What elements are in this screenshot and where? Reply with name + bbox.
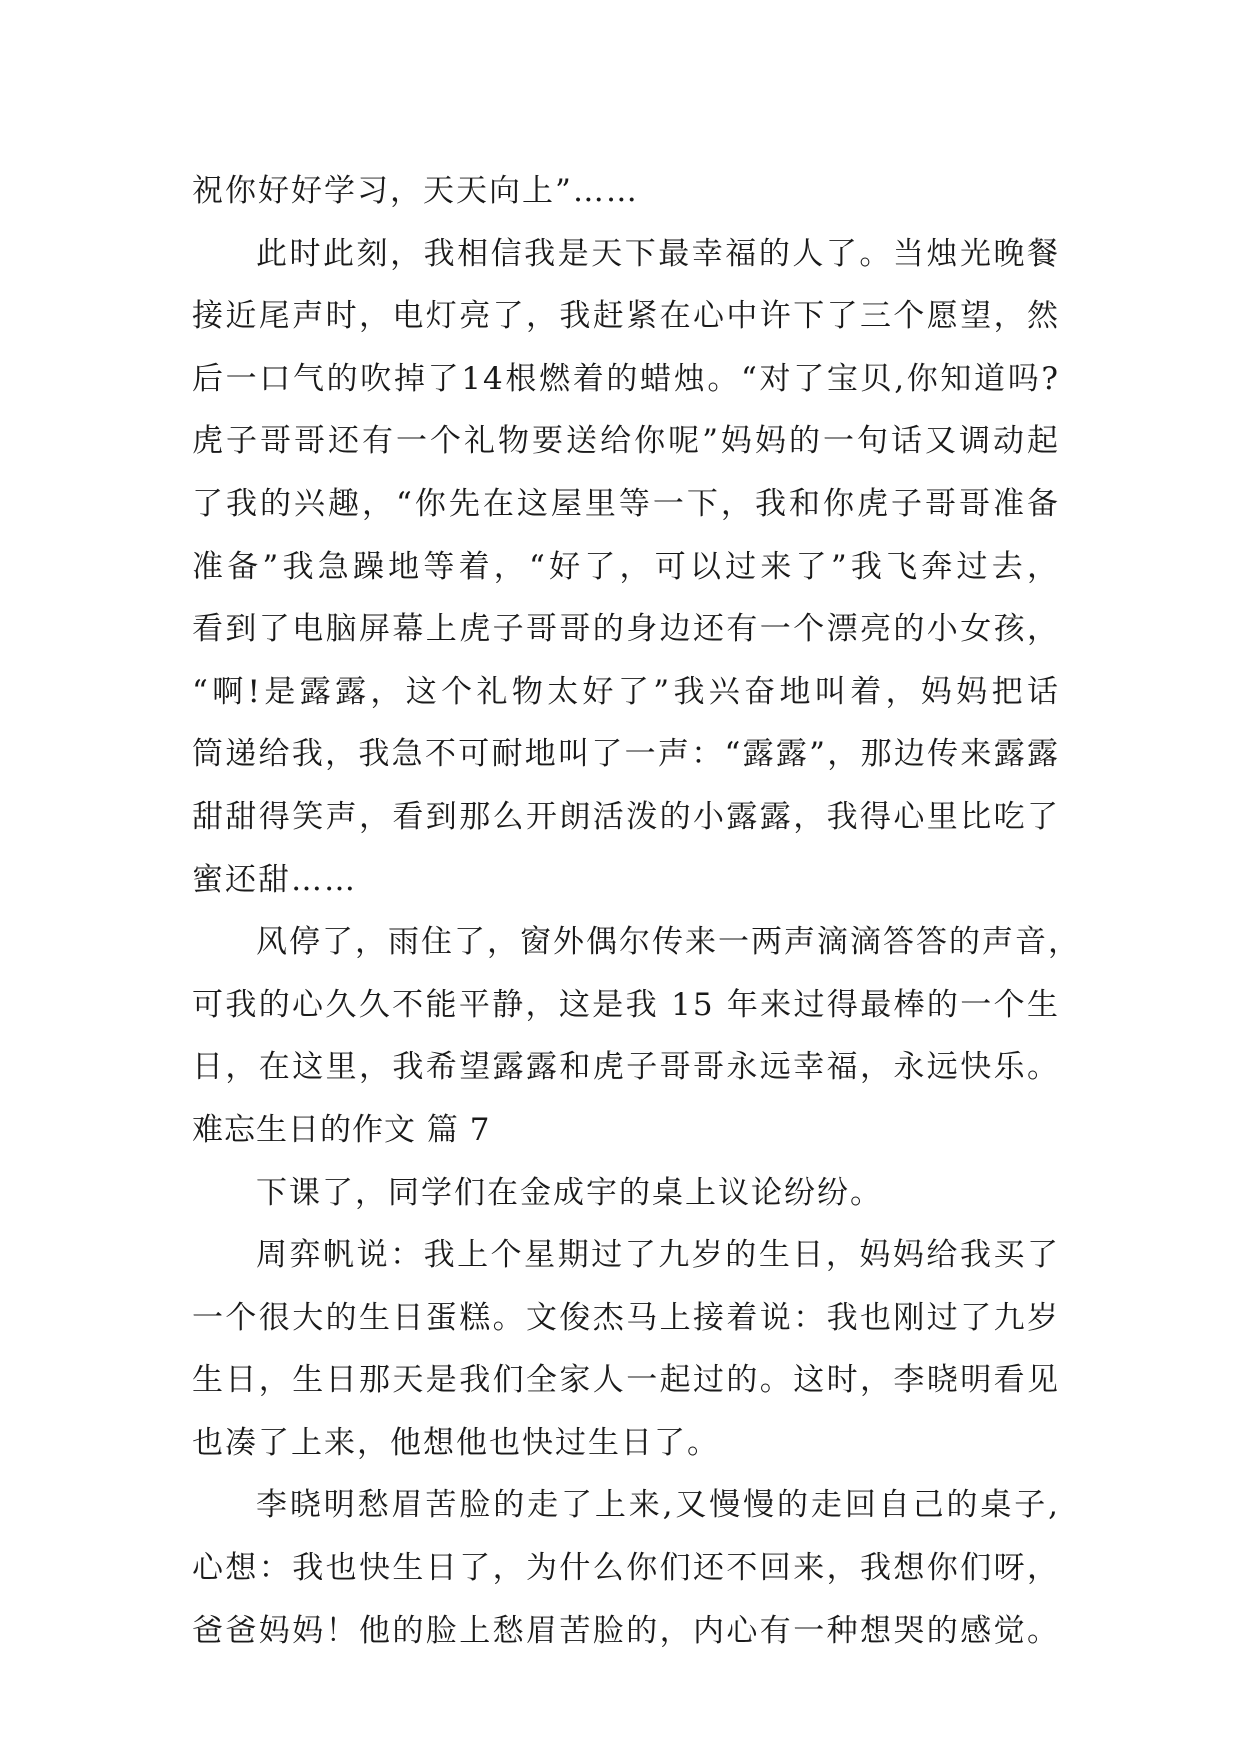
text-line: 日，在这里，我希望露露和虎子哥哥永远幸福，永远快乐。	[192, 1049, 1060, 1086]
text-line: 准备”我急躁地等着，“好了，可以过来了”我飞奔过去，	[192, 548, 1060, 585]
text-line: 爸爸妈妈！他的脸上愁眉苦脸的，内心有一种想哭的感觉。	[192, 1612, 1060, 1649]
text-line: 也凑了上来，他想他也快过生日了。	[192, 1424, 720, 1461]
text-line: 心想：我也快生日了，为什么你们还不回来，我想你们呀，	[192, 1550, 1060, 1587]
text-line: 虎子哥哥还有一个礼物要送给你呢”妈妈的一句话又调动起	[192, 423, 1060, 460]
text-line: 祝你好好学习，天天向上”……	[192, 173, 639, 209]
text-line: 筒递给我，我急不可耐地叫了一声：“露露”，那边传来露露	[192, 736, 1060, 773]
text-line: 一个很大的生日蛋糕。文俊杰马上接着说：我也刚过了九岁	[192, 1299, 1060, 1336]
text-line: 周弈帆说：我上个星期过了九岁的生日，妈妈给我买了	[256, 1237, 1060, 1274]
document-page	[192, 160, 1081, 1662]
text-line: 后一口气的吹掉了14根燃着的蜡烛。“对了宝贝,你知道吗?	[192, 360, 1060, 397]
text-line: 可我的心久久不能平静，这是我 15 年来过得最棒的一个生	[192, 986, 1060, 1023]
text-line: 蜜还甜……	[192, 861, 357, 898]
text-line: 此时此刻，我相信我是天下最幸福的人了。当烛光晚餐	[256, 235, 1060, 272]
section-heading: 难忘生日的作文 篇 7	[192, 1111, 491, 1148]
text-line: 下课了，同学们在金成宇的桌上议论纷纷。	[256, 1174, 883, 1211]
text-line: 李晓明愁眉苦脸的走了上来,又慢慢的走回自己的桌子,	[256, 1487, 1060, 1524]
text-line: 生日，生日那天是我们全家人一起过的。这时，李晓明看见	[192, 1362, 1060, 1399]
text-line: 接近尾声时，电灯亮了，我赶紧在心中许下了三个愿望，然	[192, 298, 1060, 335]
text-line: 看到了电脑屏幕上虎子哥哥的身边还有一个漂亮的小女孩，	[192, 611, 1060, 648]
text-line: 甜甜得笑声，看到那么开朗活泼的小露露，我得心里比吃了	[192, 798, 1060, 835]
text-line: 了我的兴趣，“你先在这屋里等一下，我和你虎子哥哥准备	[192, 485, 1060, 522]
text-line: 风停了，雨住了，窗外偶尔传来一两声滴滴答答的声音，	[256, 924, 1081, 961]
text-line: “啊!是露露，这个礼物太好了”我兴奋地叫着，妈妈把话	[192, 673, 1060, 710]
